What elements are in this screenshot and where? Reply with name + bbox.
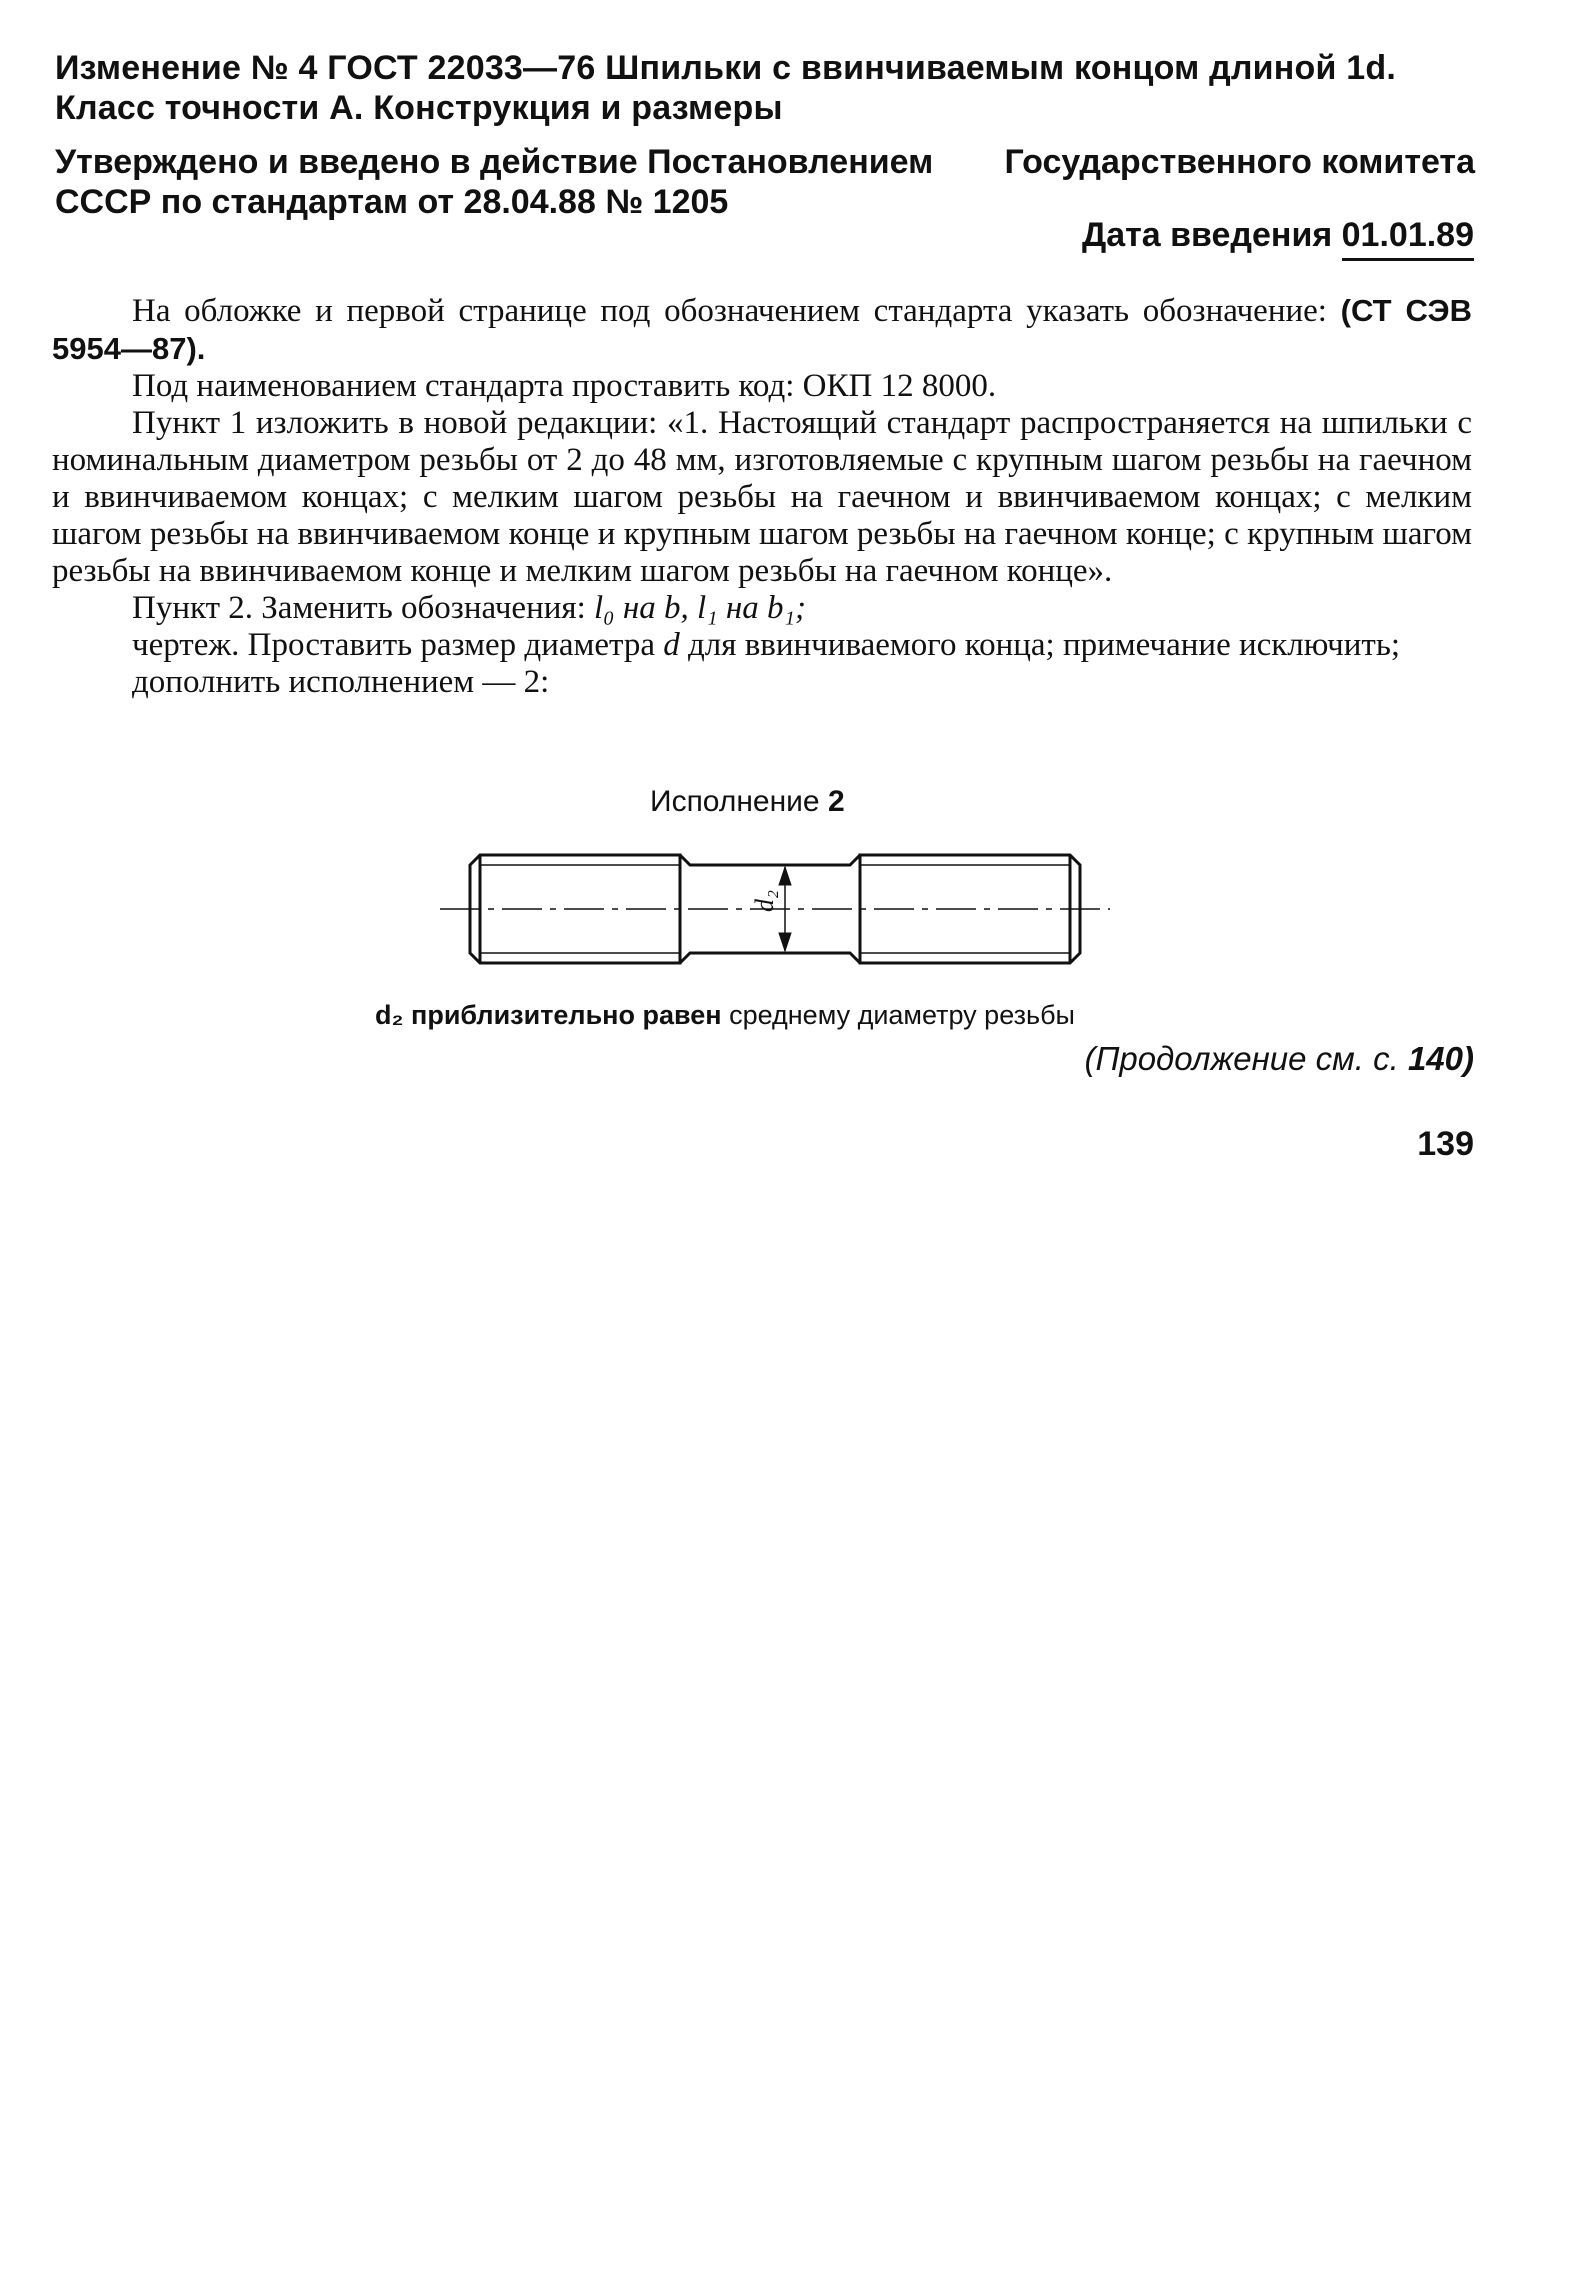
approval-statement [55,142,1475,222]
paragraph-okp-code: Под наименованием стандарта проставить код: ОКП 12 8000. [132,368,997,404]
paragraph-1-designation: (СТ СЭВ 5954—87). [52,293,1472,366]
effective-date-label: Дата введения [1082,216,1333,254]
effective-date-value: 01.01.89 [1342,216,1474,261]
paragraph-drawing [52,627,1472,664]
paragraph-1-text: На обложке и первой странице под обозначением стандарта указать обозначение: [132,293,1341,329]
amendment-body [52,292,1472,701]
paragraph-add-version: дополнить исполнением — 2: [132,664,550,700]
figure-note-bold: приблизительно равен [411,1000,722,1030]
figure-caption-word: Исполнение [650,785,820,818]
dimension-label-d2: d₂ [750,889,779,912]
paragraph-item-2 [52,590,1472,627]
paragraph-cover-designation [52,292,1472,368]
paragraph-5-text: чертеж. Проставить размер диаметра [132,627,664,663]
figure-note-variable: d₂ [375,1000,404,1030]
dimension-arrow-bottom [779,933,791,951]
continuation-page: 140 [1407,1040,1463,1077]
approval-line-1-right: Государственного комитета [1004,143,1475,181]
continuation-text: (Продолжение см. с. [1084,1040,1408,1077]
document-title: Изменение № 4 ГОСТ 22033—76 Шпильки с ввинчиваемым концом длиной 1d. Класс точности А. Конструкция и размеры [55,49,1396,127]
continuation-note [1084,1040,1474,1078]
figure-note-rest: среднему диаметру резьбы [729,1000,1075,1030]
paragraph-item-1: Пункт 1 изложить в новой редакции: «1. Настоящий стандарт распространяется на шпильки с номинальным диаметром резьбы от 2 до 48 мм, изготовляемые с крупным шагом резьбы на гаечном и ввинчиваемом концах; с мелким шагом резьбы на гаечном и ввинчиваемом концах; с мелким шагом резьбы на ввинчиваемом конце и крупным шагом резьбы на гаечном конце; с крупным шагом резьбы на ввинчиваемом конце и мелким шагом резьбы на гаечном конце». [52,405,1472,589]
paragraph-4-text: Пункт 2. Заменить обозначения: [132,590,594,626]
approval-line-1 [55,142,1475,182]
figure-note [375,1000,1075,1031]
page-number: 139 [1417,1125,1474,1163]
figure-caption-number: 2 [827,785,845,818]
figure-caption [650,785,845,819]
continuation-close: ) [1463,1040,1474,1077]
paragraph-5-variable: d [663,627,680,663]
effective-date [1082,215,1474,255]
stud-drawing [440,840,1110,980]
approval-line-1-left: Утверждено и введено в действие Постановлением [55,143,934,181]
dimension-arrow-top [779,867,791,885]
paragraph-5-rest: для ввинчиваемого конца; примечание исключить; [679,627,1401,663]
approval-line-2: СССР по стандартам от 28.04.88 № 1205 [55,183,729,221]
paragraph-4-formula: l₀ на b, l₁ на b₁; [593,590,806,626]
